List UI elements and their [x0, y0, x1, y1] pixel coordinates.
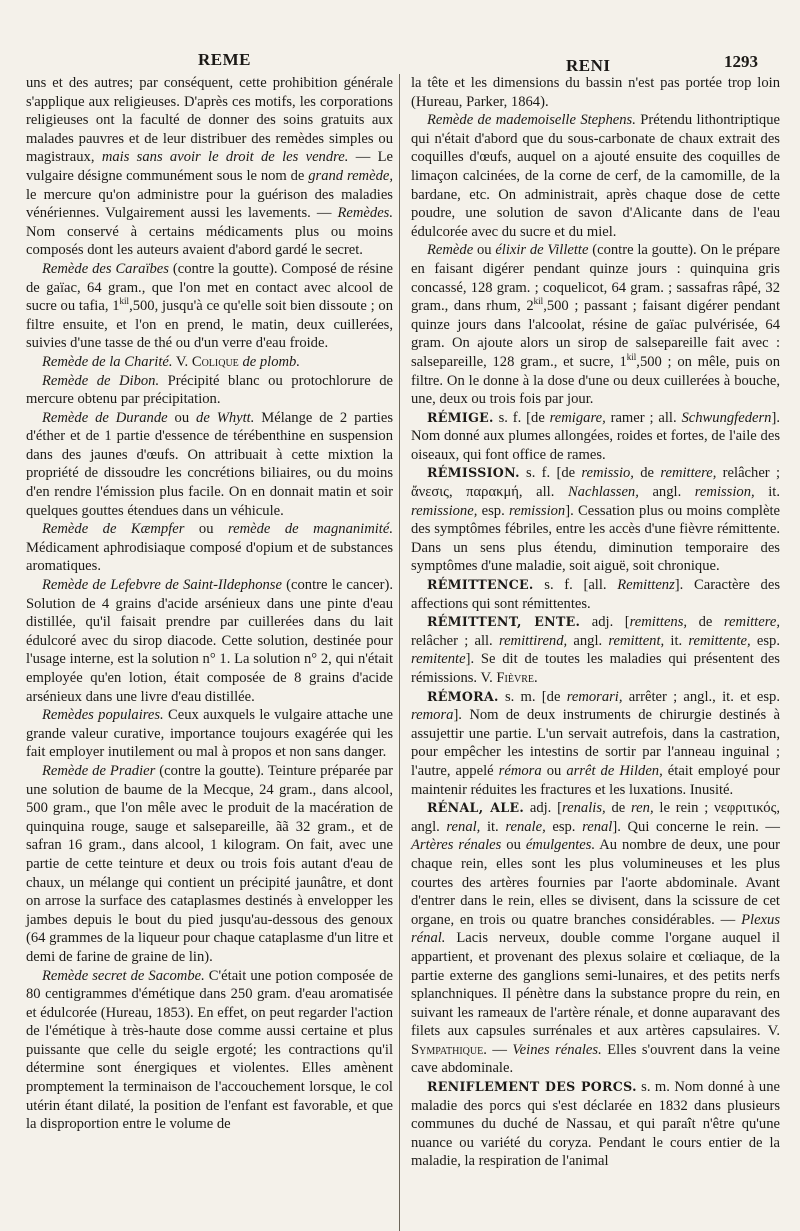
entry-remede-kaempfer: Remède de Kæmpfer ou remède de magnanimité. Médicament aphrodisiaque composé d'opium et de substances aromatiques.: [26, 521, 393, 575]
entry-remede-pradier: Remède de Pradier (contre la goutte). Teinture préparée par une solution de baume de la Mecque, 24 gram., dans alcool, 500 gram., que l'on mêle avec le produit de la macération de quinquina rouge, sauge et salsepareille, ãã 32 gram., et de safran 16 gram., dans alcool, 1 kilogram. On fait, avec une partie de cette teinture et deux ou trois fois autant d'eau de chaux, un mélange qui contient un précipité jaunâtre, et dont on arrose la surface des cataplasmes destinés à envelopper les jambes depuis le bout du pied jusqu'au-dessous des genoux (64 grammes de la liqueur pour chaque cataplasme d'un litre et demi de farine de graine de lin).: [26, 762, 393, 965]
headword: RÉMORA.: [427, 688, 499, 704]
right-column: [411, 74, 780, 1171]
entry-renal: RÉNAL, ALE. adj. [renalis, de ren, le rein ; νεφριτικός, angl. renal, it. renale, esp. renal]. Qui concerne le rein. — Artères rénales ou émulgentes. Au nombre de deux, une pour chaque rein, elles sont les plus volumineuses et les plus courtes des artères fournies par l'aorte abdominale. Avant d'entrer dans le rein, elles se divisent, dans la scissure de cet organe, en trois ou quatre branches considérables. — Plexus rénal. Lacis nerveux, double comme l'organe auquel il appartient, et provenant des plexus solaire et cœliaque, de la partie externe des ganglions semi-lunaires, et des petits nerfs splanchniques. Il pénètre dans la substance propre du rein, en suivant les rameaux de l'artère rénale, et donne auparavant des filets aux capsules surrénales et aux artères capsulaires. V. Sympathique. — Veines rénales. Elles s'ouvrent dans la veine cave abdominale.: [411, 800, 781, 1077]
entry-reniflement: RENIFLEMENT DES PORCS. s. m. Nom donné à une maladie des porcs qui s'est déclarée en 1832 dans plusieurs communes du duché de Nassau, et qui paraît n'être qu'une nuance ou variété du coryza. Pendant le cours entier de la maladie, la respiration de l'animal: [411, 1079, 780, 1170]
header-left-word: REME: [198, 50, 251, 69]
entry-remission: RÉMISSION. s. f. [de remissio, de remittere, relâcher ; ἄνεσις, παρακμή, all. Nachlassen, angl. remission, it. remissione, esp. remission]. Cessation plus ou moins complète des symptômes fébriles, entre les accès d'une fièvre rémittente. Dans un sens plus étendu, diminution temporaire des symptômes d'une maladie, soit aiguë, soit chronique.: [411, 465, 780, 575]
headword: RÉMITTENT, ENTE.: [427, 614, 581, 630]
entry-elixir-villette: Remède ou élixir de Villette (contre la goutte). On le prépare en faisant digérer pendant quinze jours : quinquina gris concassé, 128 gram. ; coquelicot, 64 gram. ; sassafras râpé, 32 gram., dans rhum, $2^{kil},500$ ; passant ; faisant digérer pendant quinze jours dans l'alcoolat, résine de gaïac pulvérisée, 64 gram. On ajoute alors un sirop de salsepareille fait avec : salsepareille, 128 gram., et sucre, $1^{kil},500$ ; on mêle, puis on filtre. On le donne à la dose d'une ou deux cuillerées à bouche, une, deux ou trois fois par jour.: [411, 242, 780, 408]
entry-remede-charite: Remède de la Charité. V. Colique de plomb.: [42, 353, 301, 370]
headword: RENIFLEMENT DES PORCS.: [427, 1079, 637, 1095]
headword: RÉNAL, ALE.: [427, 800, 525, 816]
left-column: [26, 74, 393, 1171]
headword: RÉMIGE.: [427, 409, 494, 425]
entry-remige: RÉMIGE. s. f. [de remigare, ramer ; all. Schwungfedern]. Nom donné aux plumes allongées, roides et fortes, de l'aile des oiseaux, qui font office de rames.: [411, 409, 780, 463]
header-right-word: RENI: [566, 56, 611, 75]
entry-remede-sacombe: Remède secret de Sacombe. C'était une potion composée de 80 centigrammes d'émétique dans 250 gram. d'eau aromatisée et édulcorée (Hureau, 1853). En effet, on peut regarder l'action de l'émétique à très-haute dose comme aussi certaine et plus puissante que celle du seigle ergoté; les contractions qu'il détermine sont énergiques et violentes. Elles amènent promptement la terminaison de l'accouchement lorsque, le col utérin étant dilaté, la position de l'enfant est favorable, et que la disproportion entre le volume de: [26, 967, 393, 1133]
entry-remedes-populaires: Remèdes populaires. Ceux auxquels le vulgaire attache une grande valeur curative, importance toujours exagérée qui les fait employer inutilement ou mal à propos et non sans danger.: [26, 707, 394, 761]
entry-remede-caraibes: Remède des Caraïbes (contre la goutte). Composé de résine de gaïac, 64 gram., que l'on met en contact avec alcool de sucre ou tafia, $1^{kil},500$, jusqu'à ce qu'elle soit bien dissoute ; on filtre ensuite, et l'on en prend, le matin, deux cuillerées, suivies d'une tasse de thé ou d'un verre d'eau froide.: [26, 260, 394, 352]
entry-remede-dibon: Remède de Dibon. Précipité blanc ou protochlorure de mercure obtenu par précipitation.: [26, 372, 394, 408]
page-number: 1293: [724, 52, 758, 71]
headword: RÉMISSION.: [427, 465, 520, 481]
columns: [26, 74, 780, 1171]
entry-remittent: RÉMITTENT, ENTE. adj. [remittens, de remittere, relâcher ; all. remittirend, angl. remittent, it. remittente, esp. remitente]. Se dit de toutes les maladies qui présentent des rémissions. V. Fièvre.: [411, 614, 780, 686]
entry-remede-durande: Remède de Durande ou de Whytt. Mélange de 2 parties d'éther et de 1 partie d'essence de térébenthine en suspension dans des jaunes d'œufs. On attribuait à cette mixtion la propriété de dissoudre les concrétions biliaires, ou du moins d'en rendre l'émission plus facile. On en donnait matin et soir quelques gouttes étendues dans un véhicule.: [26, 409, 393, 519]
entry-remede-stephens: Remède de mademoiselle Stephens. Prétendu lithontriptique qui n'était d'abord que du sous-carbonate de chaux extrait des coquilles d'œufs, auquel on a ajouté ensuite des coquilles de limaçon calcinées, de la corne de cerf, de la camomille, de la bardane, etc. On administrait, après chaque dose de cette poudre, une solution de savon d'Alicante dans de l'eau édulcorée avec du sucre et du miel.: [411, 112, 780, 240]
entry-remittence: RÉMITTENCE. s. f. [all. Remittenz]. Caractère des affections qui sont rémittentes.: [411, 577, 780, 612]
running-header: [26, 46, 780, 74]
headword: RÉMITTENCE.: [427, 577, 534, 593]
paragraph-continuation: uns et des autres; par conséquent, cette prohibition générale s'applique aux religieuses. D'après ces motifs, les corporations religieuses ont la faculté de donner des soins gratuits aux malades pauvres et de leur distribuer des remèdes simples ou magistraux, mais sans avoir le droit de les vendre. — Le vulgaire désigne communément sous le nom de grand remède, le mercure qu'on administre pour la guérison des maladies vénériennes. Vulgairement aussi les lavements. — Remèdes. Nom conservé à certains médicaments plus ou moins composés dont les auteurs avaient d'abord gardé le secret.: [26, 75, 393, 259]
entry-remora: RÉMORA. s. m. [de remorari, arrêter ; angl., it. et esp. remora]. Nom de deux instruments de chirurgie destinés à assujettir une partie. L'un servait autrefois, dans la castration, pour empêcher les intestins de sortir par l'anneau inguinal ; l'autre, appelé rémora ou arrêt de Hilden, était employé pour maintenir réduites les fractures et les luxations. Inusité.: [411, 688, 780, 798]
paragraph-continuation: la tête et les dimensions du bassin n'est pas portée trop loin (Hureau, Parker, 1864).: [411, 75, 780, 110]
entry-remede-lefebvre: Remède de Lefebvre de Saint-Ildephonse (contre le cancer). Solution de 4 grains d'acide arsénieux dans une pinte d'eau distillée, qu'il faisait prendre par cuillerées dans du lait édulcoré avec du sirop diacode. Cette solution, destinée pour l'usage interne, est la solution n° 1. La solution n° 2, qui n'était employée qu'en lotion, était composée de 8 grains d'acide arsénieux dans une livre d'eau distillée.: [26, 577, 394, 705]
